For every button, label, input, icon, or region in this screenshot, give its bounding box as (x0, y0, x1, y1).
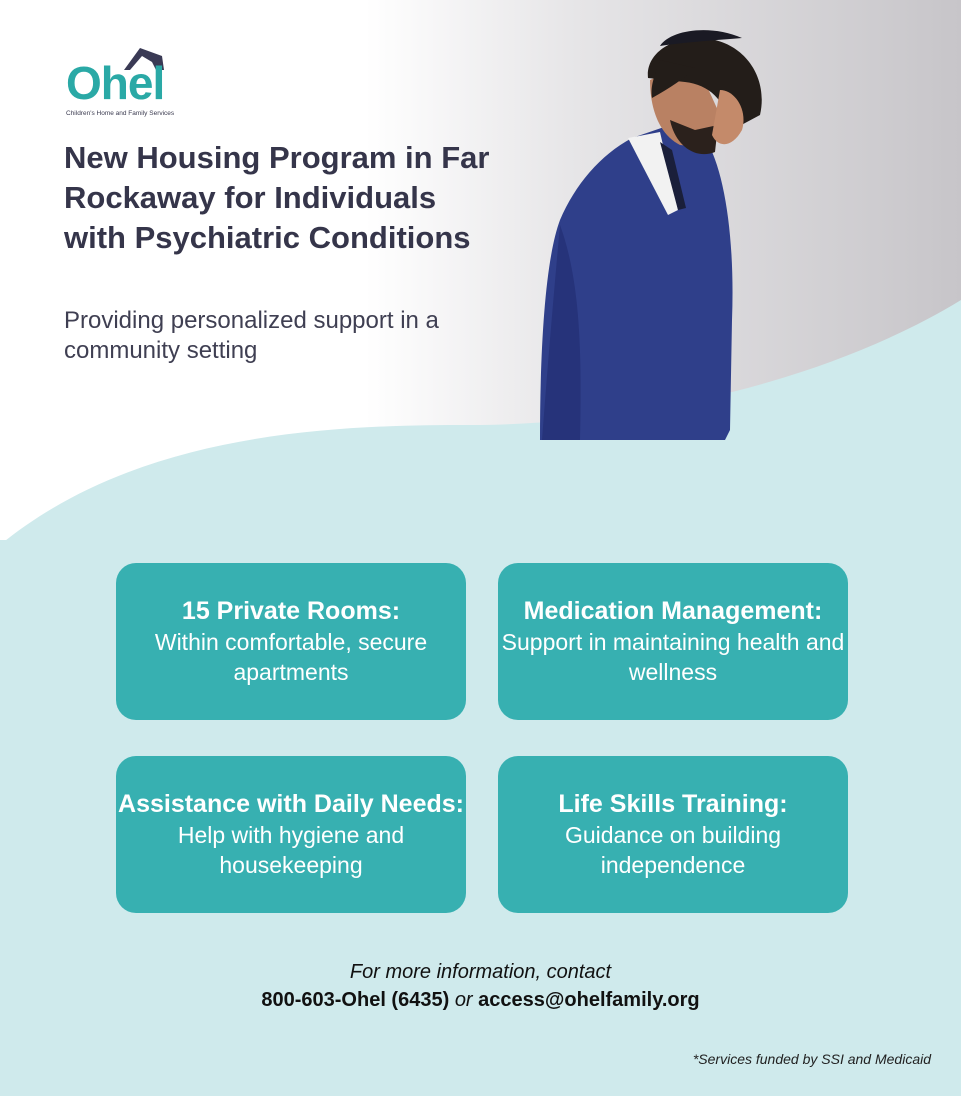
logo-tagline: Children's Home and Family Services (66, 110, 175, 117)
feature-card-life-skills (498, 756, 848, 913)
feature-title: Assistance with Daily Needs: (118, 790, 464, 818)
contact-intro: For more information, contact (349, 961, 612, 983)
phone-number[interactable]: 800-603-Ohel (6435) (261, 989, 450, 1011)
contact-separator: or (454, 989, 473, 1011)
feature-title: Life Skills Training: (558, 790, 788, 818)
feature-body: Within comfortable, secure apartments (154, 629, 428, 685)
email-address[interactable]: access@ohelfamily.org (478, 989, 700, 1011)
funding-footnote: *Services funded by SSI and Medicaid (692, 1051, 931, 1067)
feature-card-daily-needs (116, 756, 466, 913)
feature-body: Support in maintaining health and wellness (501, 629, 845, 685)
feature-body: Guidance on building independence (564, 822, 782, 878)
feature-title: 15 Private Rooms: (181, 597, 401, 625)
feature-body: Help with hygiene and housekeeping (177, 822, 405, 878)
logo-wordmark: Ohel (66, 57, 165, 109)
feature-card-medication-management (498, 563, 848, 720)
ohel-logo (66, 44, 196, 124)
headline: New Housing Program in Far Rockaway for Individuals with Psychiatric Conditions (64, 140, 490, 255)
contact-details (0, 986, 961, 1014)
man-in-suit-photo (520, 20, 820, 440)
subheadline: Providing personalized support in a community setting (64, 307, 439, 364)
contact-section (0, 958, 961, 1014)
feature-title: Medication Management: (523, 597, 823, 625)
feature-card-private-rooms (116, 563, 466, 720)
